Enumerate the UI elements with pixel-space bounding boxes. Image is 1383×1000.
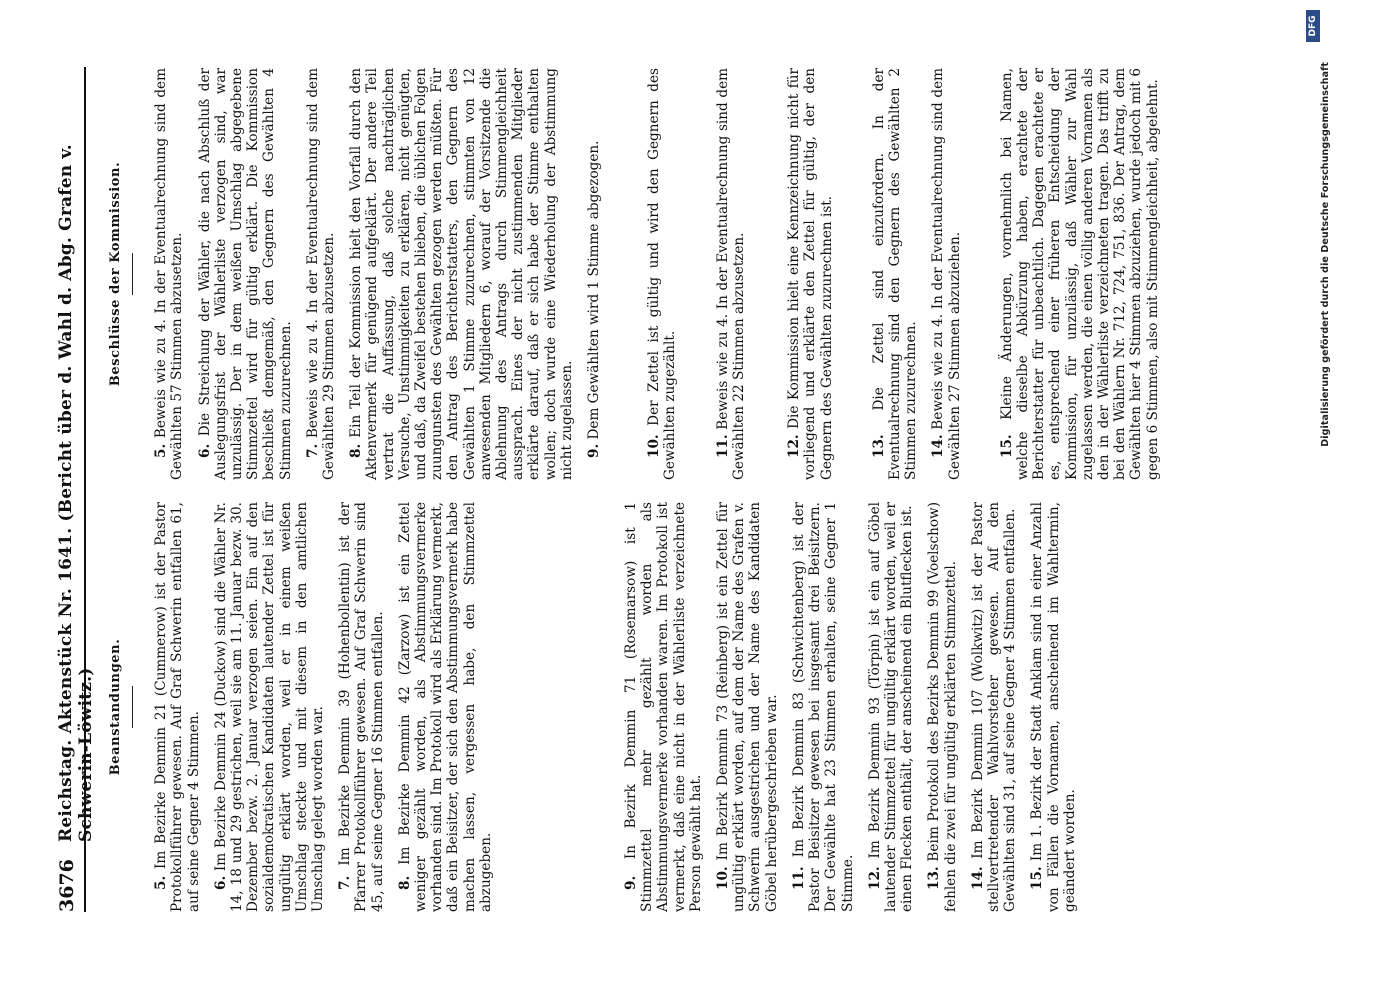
column-spacer (758, 68, 786, 480)
resolution-6: 6. Die Streichung der Wähler, die nach Abschluß der Auslegungsfrist der Wählerliste verzogen sind, war unzulässig. Der in dem weißen Umschlag abgegebene Stimmzettel wird für gültig erklärt. Die Kommission beschließt demgemäß, den Gegnern des Gewählten 4 Stimmen zuzurechnen. (196, 68, 294, 480)
resolution-11: 11. Beweis wie zu 4. In der Eventualrechnung sind dem Gewählten 22 Stimmen abzusetzen. (714, 68, 747, 480)
resolutions-heading: Beschlüsse der Kommission. (108, 161, 123, 387)
objection-11: 11. Im Bezirk Demmin 83 (Schwichtenberg) ist der Pastor Beisitzer gewesen bei insgesamt drei Beisitzern. Der Gewählte hat 23 Stimmen erhalten, seine Gegner 1 Stimme. (790, 502, 856, 912)
objection-5: 5. Im Bezirke Demmin 21 (Cummerow) ist der Pastor Protokollführer gewesen. Auf Graf Schwerin entfallen 61, auf seine Gegner 4 Stimmen. (153, 501, 202, 912)
resolution-8: 8. Ein Teil der Kommission hielt den Vorfall durch den Aktenvermerk für genügend aufgeklärt. Der andere Teil vertrat die Auffassung, daß solche nachträglichen Versuche, Unstimmigkeiten zu erklären, nicht genügten, und daß, da Zweifel bestehen blieben, die üblichen Folgen zuungunsten des Gewählten gezogen werden müßten. Für den Antrag des Berichterstatters, den Gegnern des Gewählten 1 Stimme zuzurechnen, stimmten von 12 anwesenden Mitgliedern 6, worauf der Vorsitzende die Ablehnung des Antrags durch Stimmengleichheit aussprach. Eines der nicht zustimmenden Mitglieder erklärte darauf, daß er sich habe der Stimme enthalten wollen; doch wurde eine Wiederholung der Abstimmung nicht zugelassen. (348, 68, 575, 480)
objection-10: 10. Im Bezirk Demmin 73 (Reinberg) ist ein Zettel für ungültig erklärt worden, auf dem der Name des Grafen v. Schwerin ausgestrichen und der Name des Kandidaten Göbel herübergeschrieben war. (715, 502, 780, 912)
digitization-footer (1296, 0, 1336, 990)
resolution-10: 10. Der Zettel ist gültig und wird den Gegnern des Gewählten zugezählt. (646, 68, 679, 480)
objections-heading: Beanstandungen. (108, 638, 123, 776)
objection-6: 6. Im Bezirke Demmin 24 (Duckow) sind die Wähler Nr. 14, 18 und 29 gestrichen, weil sie am 11. Januar bezw. 30. Dezember bezw. 2. Januar verzogen seien. Ein auf den sozialdemokratischen Kandidaten lautender Zettel ist für ungültig erklärt worden, weil er in einem weißen Umschlag steckte und mit diesem in den amtlichen Umschlag gelegt worden war. (212, 501, 327, 912)
resolution-7: 7. Beweis wie zu 4. In der Eventualrechnung sind dem Gewählten 29 Stimmen abzusetzen. (304, 68, 338, 480)
objection-15: 15. Im 1. Bezirk der Stadt Anklam sind in einer Anzahl von Fällen die Vornamen, anscheinend im Wahltermin, geändert worden. (1029, 502, 1078, 912)
column-spacer (690, 68, 715, 480)
page-header (50, 67, 96, 912)
resolution-9: 9. Dem Gewählten wird 1 Stimme abgezogen. (586, 140, 603, 458)
resolution-12: 12. Die Kommission hielt eine Kennzeichnung nicht für vorliegend und erklärte den Zettel für gültig, der den Gegnern des Gewählten zuzurechnen ist. (786, 68, 835, 480)
objection-9: 9. In Bezirk Demmin 71 (Rosemarsow) ist 1 Stimmzettel mehr gezählt worden als Abstimmungsvermerke vorhanden waren. Im Protokoll ist vermerkt, daß eine nicht in der Wählerliste verzeichnete Person gewählt hat. (623, 502, 704, 912)
column-spacer (505, 502, 623, 912)
objection-12: 12. Im Bezirk Demmin 93 (Törpin) ist ein auf Göbel lautender Stimmzettel für ungültig erklärt worden, weil er einen Flecken enthält, der anscheinend ein Blutflecken ist. (866, 502, 916, 912)
resolution-15: 15. Kleine Änderungen, vornehmlich bei Namen, welche dieselbe Abkürzung haben, erachtete der Berichterstatter für unbeachtlich. Dagegen erachtete er es, entsprechend einer früheren Entscheidung der Kommission, für unzulässig, daß Wähler zur Wahl zugelassen werden, die einen völlig anderen Vornamen als den in der Wählerliste verzeichneten tragen. Das trifft zu bei den Wählern Nr. 712, 724, 751, 836. Der Antrag, dem Gewählten hier 4 Stimmen abzuziehen, wurde jedoch mit 6 gegen 6 Stimmen, also mit Stimmengleichheit, abgelehnt. (998, 68, 1161, 480)
heading-divider (132, 253, 133, 295)
resolutions-column (108, 68, 1308, 480)
funding-credit: Digitalisierung gefördert durch die Deutsche Forschungsgemeinschaft (1320, 62, 1331, 447)
column-spacer (846, 68, 871, 480)
objection-7: 7. Im Bezirke Demmin 39 (Hohenbollentin) ist der Pfarrer Protokollführer gewesen. Auf Graf Schwerin sind 45, auf seine Gegner 16 Stimmen entfallen. (337, 501, 386, 912)
resolution-14: 14. Beweis wie zu 4. In der Eventualrechnung sind dem Gewählten 27 Stimmen abzuziehen. (930, 68, 963, 480)
objections-column (108, 502, 1308, 912)
objection-13: 13. Beim Protokoll des Bezirks Demmin 99 (Voelschow) fehlen die zwei für ungültig erklärten Stimmzettel. (926, 502, 959, 912)
objection-8: 8. Im Bezirke Demmin 42 (Zarzow) ist ein Zettel weniger gezählt worden, als Abstimmungsvermerke vorhanden sind. Im Protokoll wird als Erklärung vermerkt, daß ein Beisitzer, der sich den Abstimmungsvermerk habe machen lassen, vergessen habe, den Stimmzettel abzugeben. (396, 502, 494, 912)
heading-divider (132, 686, 133, 728)
resolution-13: 13. Die Zettel sind einzufordern. In der Eventualrechnung sind den Gegnern des Gewählten 2 Stimmen zuzurechnen. (870, 67, 920, 480)
dfg-logo: DFG (1306, 10, 1320, 42)
page-number: 3676 (56, 859, 78, 912)
resolution-5: 5. Beweis wie zu 4. In der Eventualrechnung sind dem Gewählten 57 Stimmen abzusetzen. (153, 68, 186, 480)
column-spacer (613, 68, 646, 480)
page-title: Reichstag. Aktenstück Nr. 1641. (Bericht über d. Wahl d. Abg. Grafen v. Schwerin-Löwitz.) (56, 144, 96, 842)
column-spacer (974, 68, 999, 480)
objection-14: 14. Im Bezirk Demmin 107 (Wolkwitz) ist der Pastor stellvertretender Wahlvorsteher gewesen. Auf den Gewählten sind 31, auf seine Gegner 4 Stimmen entfallen. (969, 502, 1019, 912)
